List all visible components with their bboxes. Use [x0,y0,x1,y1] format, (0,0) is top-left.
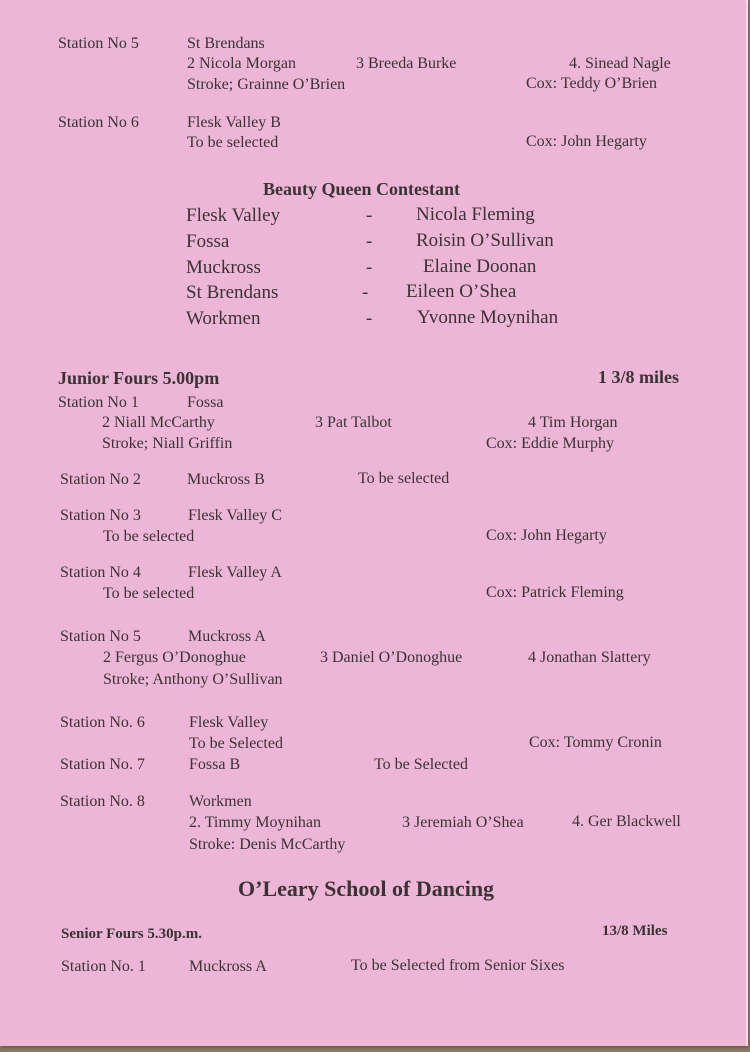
club-name: St Brendans [187,35,265,52]
crew-cox: Cox: Patrick Fleming [486,584,624,601]
station-label: Station No 6 [58,114,139,131]
crew-seat-3: 3 Jeremiah O’Shea [402,814,524,831]
crew-cox: Cox: Tommy Cronin [529,734,662,751]
contestant-club: Flesk Valley [186,205,281,226]
race-title-junior-fours: Junior Fours 5.00pm [58,368,220,388]
club-name: Flesk Valley C [188,507,282,524]
contestant-name: Elaine Doonan [423,256,537,277]
race-title-senior-fours: Senior Fours 5.30p.m. [61,926,202,942]
contestant-dash: - [366,257,373,278]
crew-seat-3: 3 Daniel O’Donoghue [320,649,463,666]
crew-seat-4: 4 Tim Horgan [528,414,618,431]
crew-stroke: Stroke: Denis McCarthy [189,836,346,853]
club-name: Fossa [187,394,224,411]
club-name: Muckross A [188,628,266,645]
crew-cox: Cox: John Hegarty [526,133,647,150]
contestant-dash: - [362,282,369,303]
crew-seat-4: 4. Sinead Nagle [569,55,671,72]
station-label: Station No. 1 [61,958,146,975]
station-label: Station No 4 [60,564,141,581]
crew-status: To be Selected [374,756,468,773]
station-label: Station No 5 [60,628,141,645]
station-label: Station No. 8 [60,793,145,810]
crew-cox: Cox: John Hegarty [486,527,607,544]
club-name: Workmen [189,793,252,810]
crew-seat-4: 4 Jonathan Slattery [528,649,651,666]
station-label: Station No 2 [60,471,141,488]
sponsor-heading: O’Leary School of Dancing [238,876,495,901]
station-label: Station No. 6 [60,714,145,731]
club-name: Flesk Valley B [187,114,281,131]
contestant-dash: - [366,205,373,226]
crew-seat-2: 2 Fergus O’Donoghue [103,649,246,666]
crew-status: To be selected [103,528,195,545]
crew-stroke: Stroke; Anthony O’Sullivan [103,671,283,688]
crew-seat-3: 3 Pat Talbot [315,414,392,431]
crew-status: To be selected [187,134,279,151]
club-name: Fossa B [189,756,241,773]
crew-cox: Cox: Teddy O’Brien [526,75,658,92]
contestant-club: St Brendans [186,282,279,303]
section-title-beauty-queen: Beauty Queen Contestant [263,179,460,199]
crew-stroke: Stroke; Niall Griffin [102,435,233,452]
crew-cox: Cox: Eddie Murphy [486,435,614,452]
crew-seat-2: 2 Nicola Morgan [187,55,297,72]
race-distance: 13/8 Miles [602,923,668,939]
contestant-name: Yvonne Moynihan [417,307,559,328]
contestant-name: Nicola Fleming [416,204,535,225]
crew-status: To be selected [103,585,195,602]
crew-status: To be Selected from Senior Sixes [351,957,565,974]
station-label: Station No 1 [58,394,139,411]
crew-seat-2: 2. Timmy Moynihan [189,814,322,831]
contestant-name: Eileen O’Shea [406,281,517,302]
crew-seat-4: 4. Ger Blackwell [572,813,681,830]
club-name: Muckross B [187,471,265,488]
club-name: Flesk Valley [189,714,269,731]
race-distance: 1 3/8 miles [598,367,679,387]
contestant-dash: - [366,308,373,329]
station-label: Station No. 7 [60,756,145,773]
contestant-club: Workmen [186,308,261,329]
crew-seat-2: 2 Niall McCarthy [102,414,215,431]
contestant-club: Muckross [186,257,261,278]
contestant-club: Fossa [186,231,230,252]
club-name: Muckross A [189,958,267,975]
crew-seat-3: 3 Breeda Burke [356,55,457,72]
contestant-name: Roisin O’Sullivan [416,230,554,251]
station-label: Station No 5 [58,35,139,52]
station-label: Station No 3 [60,507,141,524]
contestant-dash: - [366,231,373,252]
crew-status: To be selected [358,470,450,487]
club-name: Flesk Valley A [188,564,282,581]
crew-stroke: Stroke; Grainne O’Brien [187,76,346,93]
crew-status: To be Selected [189,735,283,752]
